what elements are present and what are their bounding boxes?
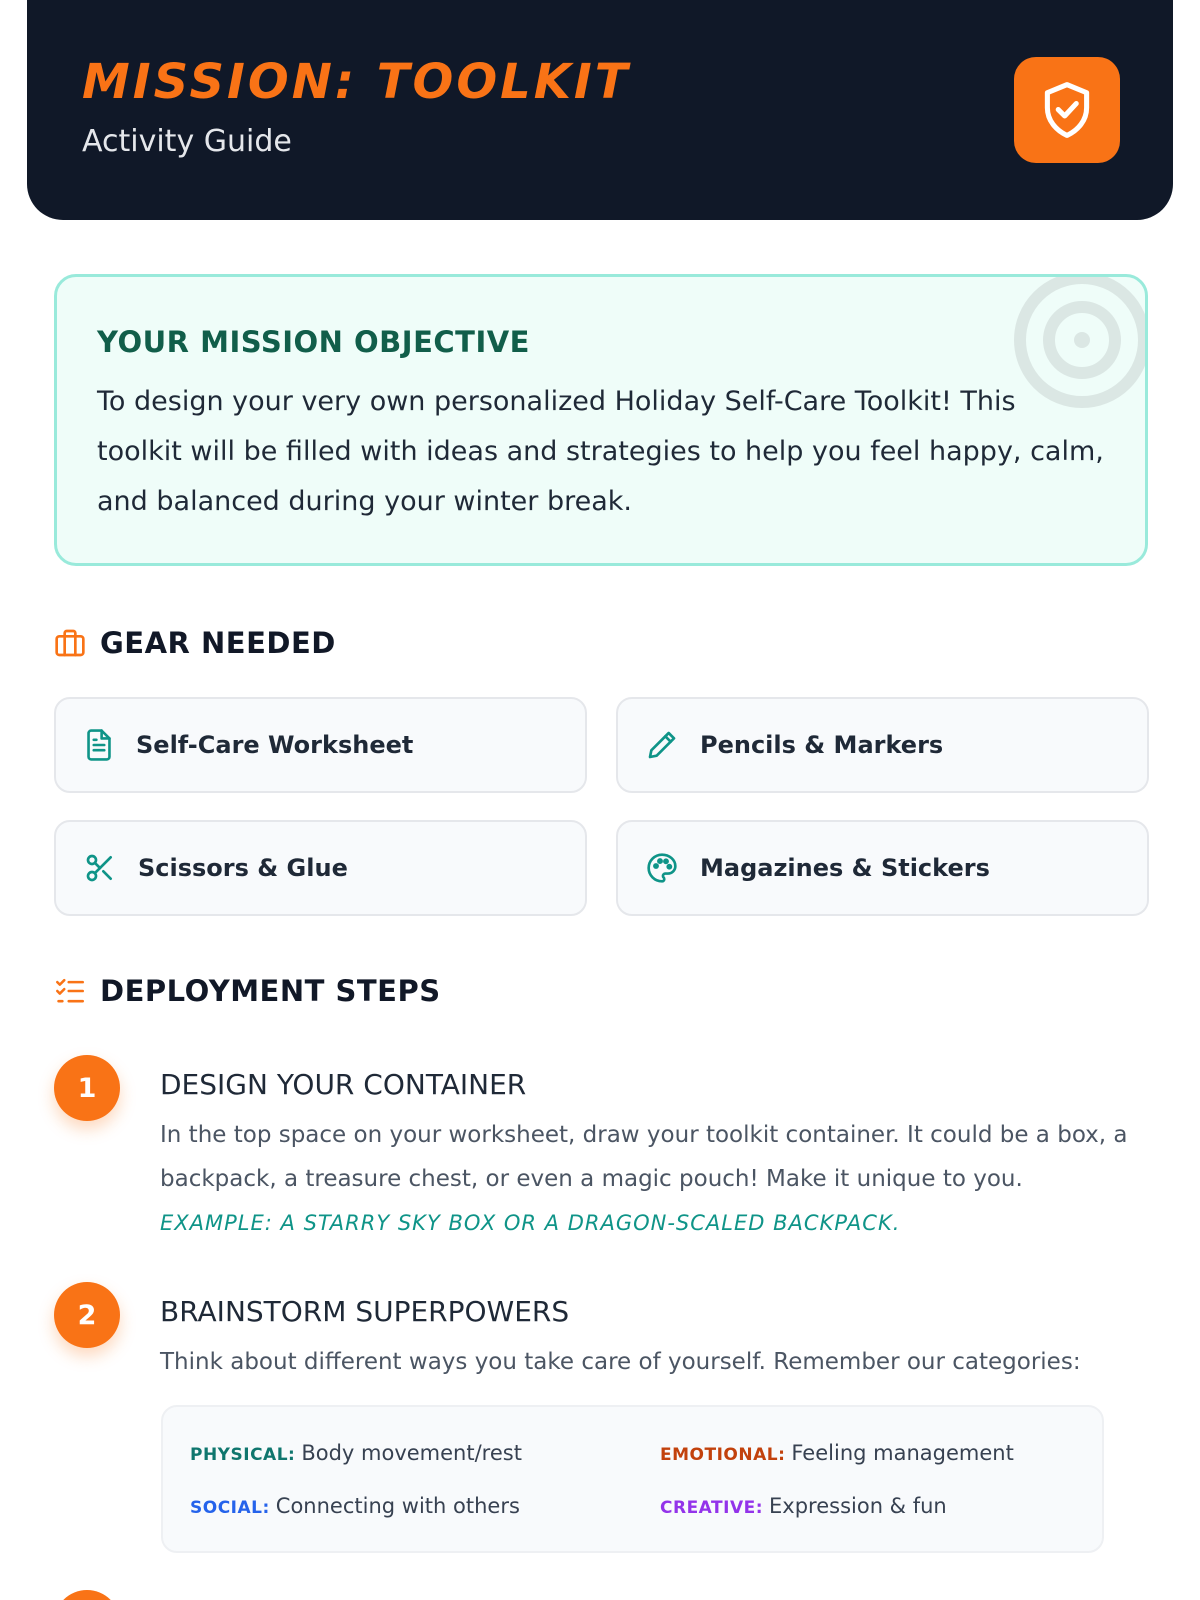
shield-check-icon	[1039, 80, 1095, 140]
gear-item-label: Pencils & Markers	[700, 731, 944, 759]
categories-box	[161, 1405, 1104, 1553]
gear-item-worksheet	[54, 697, 587, 793]
gear-item-label: Magazines & Stickers	[700, 854, 990, 882]
step-description: In the top space on your worksheet, draw your toolkit container. It could be a box, a backpack, a treasure chest, or even a magic pouch! Make it unique to you.	[160, 1122, 1128, 1192]
gear-item-pencils	[616, 697, 1149, 793]
gear-item-scissors	[54, 820, 587, 916]
category-creative	[660, 1494, 947, 1518]
pencil-icon	[646, 729, 678, 761]
step-description: Think about different ways you take care of yourself. Remember our categories:	[160, 1349, 1081, 1375]
objective-text: To design your very own personalized Holiday Self-Care Toolkit! This toolkit will be filled with ideas and strategies to help you feel happy, calm, and balanced during your winter break.	[97, 386, 1104, 517]
step-number-badge: 2	[54, 1282, 120, 1348]
category-emotional	[660, 1441, 1014, 1465]
step-title: BRAINSTORM SUPERPOWERS	[160, 1295, 570, 1328]
checklist-icon	[54, 977, 86, 1005]
mission-objective-card	[54, 274, 1148, 566]
category-key: CREATIVE:	[660, 1498, 764, 1518]
page-subtitle: Activity Guide	[82, 124, 292, 159]
gear-heading	[54, 626, 336, 660]
steps-heading-label: DEPLOYMENT STEPS	[100, 974, 441, 1008]
step-number-badge-next	[54, 1590, 120, 1600]
category-physical	[190, 1441, 522, 1465]
briefcase-icon	[54, 628, 86, 658]
palette-icon	[646, 852, 678, 884]
gear-heading-label: GEAR NEEDED	[100, 626, 336, 660]
gear-item-label: Scissors & Glue	[138, 854, 348, 882]
category-value: Body movement/rest	[301, 1441, 522, 1465]
page-title: MISSION: TOOLKIT	[82, 54, 631, 110]
steps-heading	[54, 974, 441, 1008]
header-badge	[1014, 57, 1120, 163]
category-value: Feeling management	[791, 1441, 1014, 1465]
step-example: EXAMPLE: A STARRY SKY BOX OR A DRAGON-SCALED BACKPACK.	[160, 1211, 901, 1235]
category-key: PHYSICAL:	[190, 1445, 296, 1465]
step-number-badge: 1	[54, 1055, 120, 1121]
objective-title: YOUR MISSION OBJECTIVE	[97, 325, 530, 359]
header-banner	[27, 0, 1173, 220]
scissors-icon	[84, 852, 116, 884]
document-icon	[84, 728, 114, 762]
category-key: SOCIAL:	[190, 1498, 270, 1518]
category-value: Expression & fun	[769, 1494, 947, 1518]
category-social	[190, 1494, 520, 1518]
category-value: Connecting with others	[275, 1494, 520, 1518]
step-title: DESIGN YOUR CONTAINER	[160, 1068, 527, 1101]
category-key: EMOTIONAL:	[660, 1445, 786, 1465]
gear-item-magazines	[616, 820, 1149, 916]
gear-item-label: Self-Care Worksheet	[136, 731, 414, 759]
